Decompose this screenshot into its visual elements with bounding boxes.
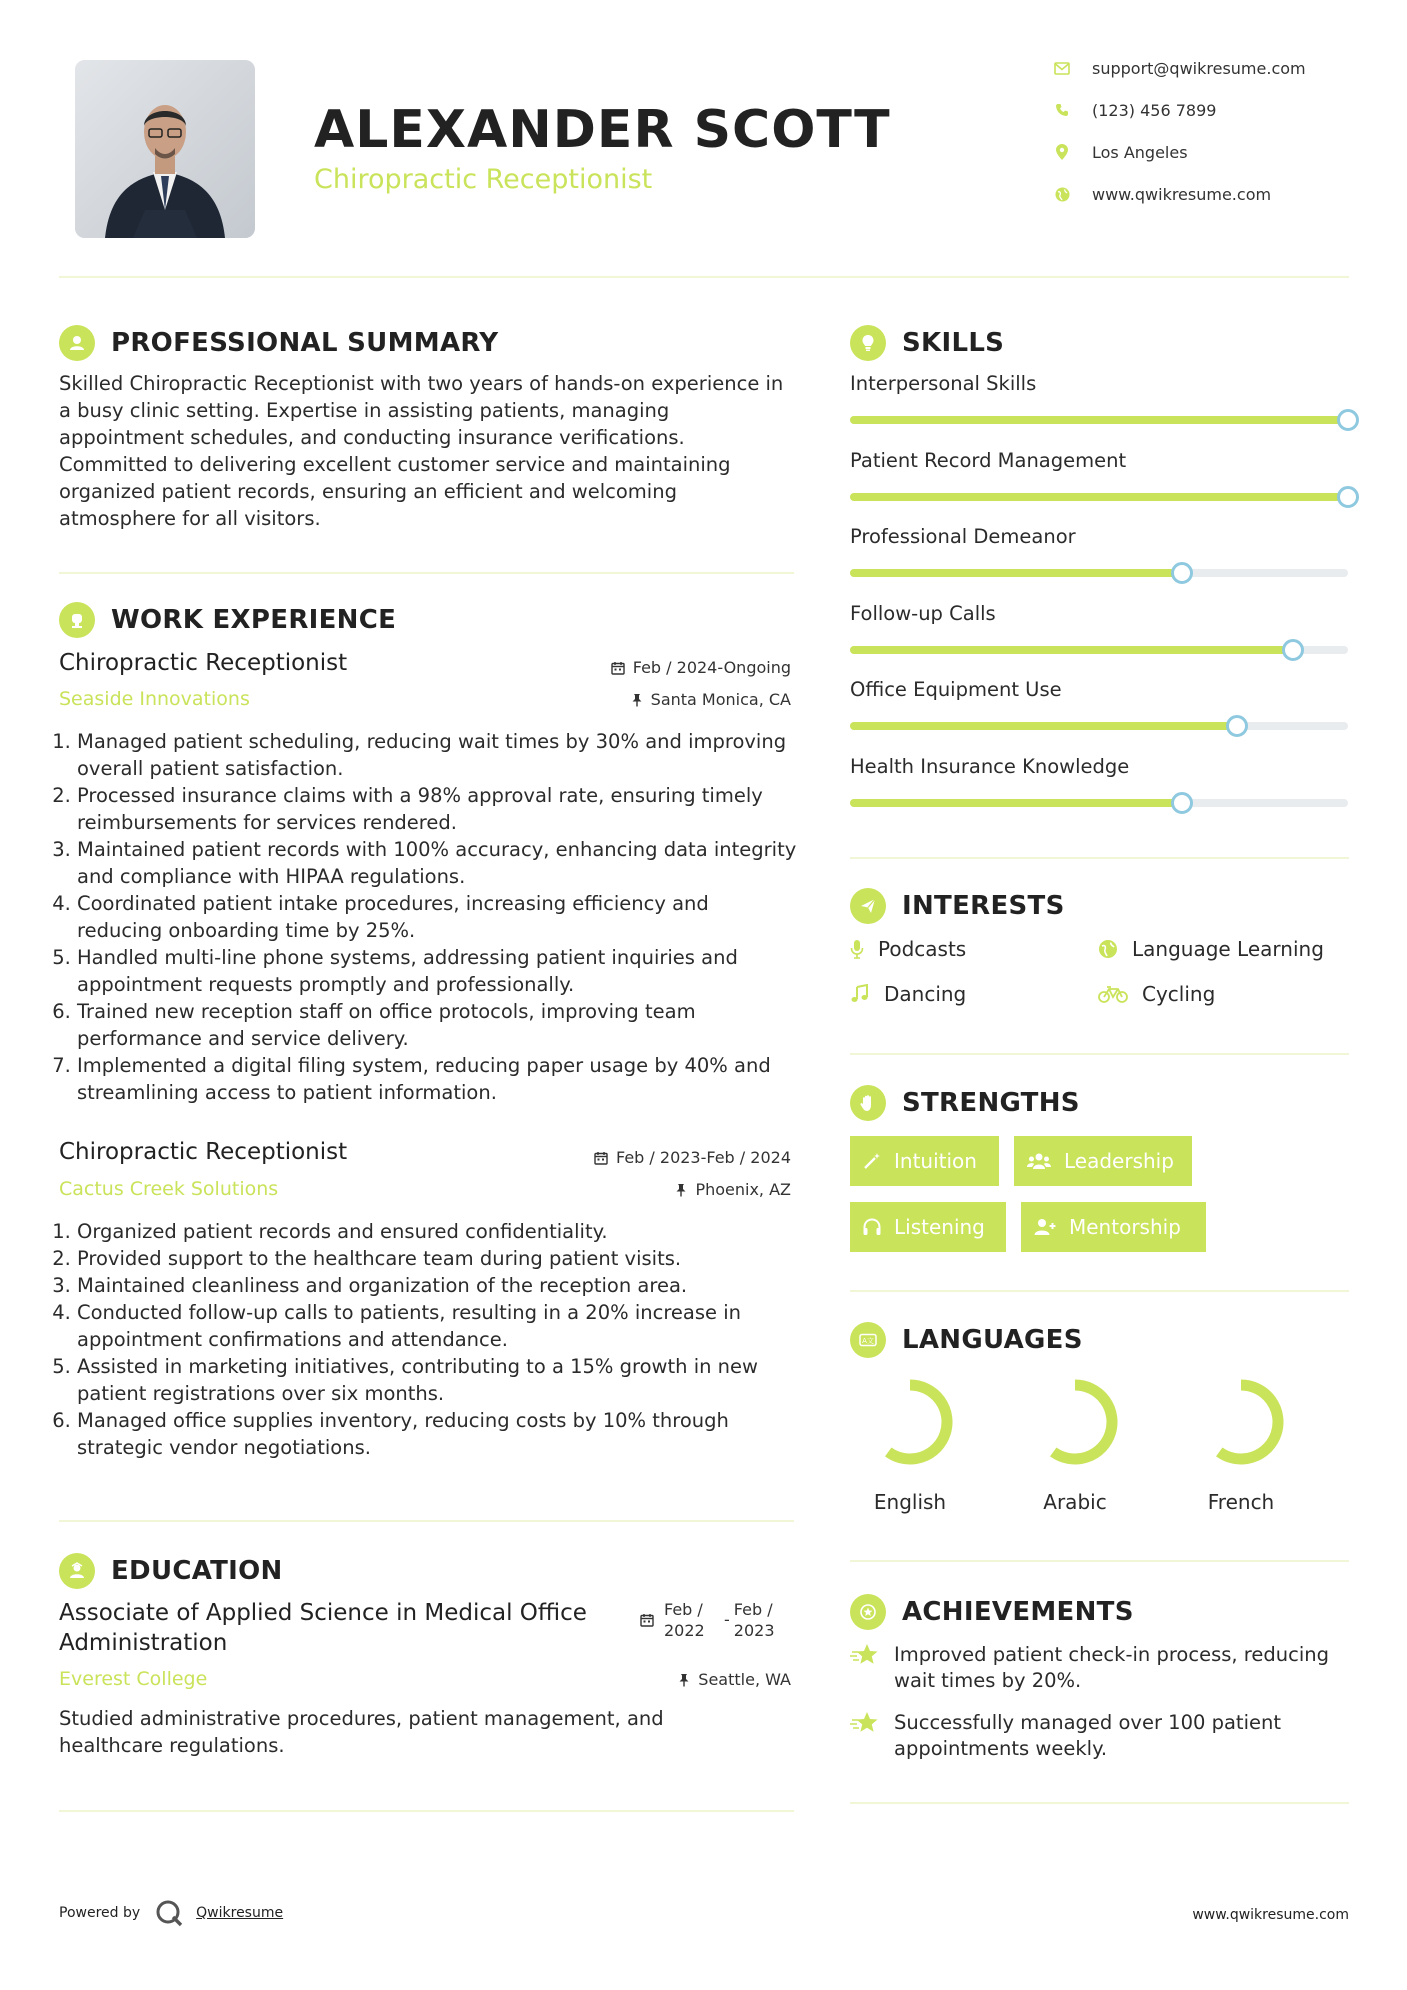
footer-powered-by — [59, 1898, 283, 1928]
user-plus-icon — [1033, 1217, 1057, 1237]
skill-fill — [850, 416, 1348, 424]
list-item: 1. Managed patient scheduling, reducing wait times by 30% and improving overall patient satisfaction. — [77, 728, 799, 782]
list-item: 7. Implemented a digital filing system, reducing paper usage by 40% and streamlining access to patient information. — [77, 1052, 799, 1106]
footer-website-link[interactable]: www.qwikresume.com — [1192, 1907, 1349, 1923]
experience-divider — [59, 1520, 794, 1522]
skill-label: Professional Demeanor — [850, 525, 1076, 548]
skill-track — [850, 646, 1348, 654]
language-level-ring — [860, 1372, 960, 1472]
skill-slider-handle[interactable] — [1171, 562, 1193, 584]
strength-label: Mentorship — [1069, 1215, 1181, 1239]
education-date-separator: - — [724, 1610, 730, 1629]
education-divider — [59, 1810, 794, 1812]
job-2-dates — [594, 1148, 791, 1167]
contact-email-text: support@qwikresume.com — [1092, 58, 1306, 78]
calendar-icon — [640, 1613, 654, 1627]
calendar-icon — [611, 661, 625, 675]
list-item: 2. Processed insurance claims with a 98% approval rate, ensuring timely reimbursements for services rendered. — [77, 782, 799, 836]
achievement-item — [850, 1710, 1330, 1762]
skill-fill — [850, 646, 1293, 654]
language-label: Arabic — [1043, 1490, 1107, 1514]
language-level-arc — [1053, 1385, 1112, 1459]
language-level-arc — [1219, 1385, 1278, 1459]
interest-label: Language Learning — [1132, 937, 1324, 961]
summary-title: PROFESSIONAL SUMMARY — [111, 328, 499, 358]
candidate-name: ALEXANDER SCOTT — [314, 100, 891, 160]
interest-label: Cycling — [1142, 982, 1216, 1006]
header-divider — [59, 276, 1349, 278]
list-item: 6. Trained new reception staff on office protocols, improving team performance and service delivery. — [77, 998, 799, 1052]
skill-track — [850, 416, 1348, 424]
job-1-dates — [611, 658, 791, 677]
powered-by-text: Powered by — [59, 1905, 141, 1921]
contact-website[interactable] — [1052, 184, 1271, 204]
skill-slider-handle[interactable] — [1226, 715, 1248, 737]
interest-label: Dancing — [884, 982, 967, 1006]
interests-divider — [850, 1053, 1349, 1055]
job-1-location — [631, 690, 791, 709]
strengths-title: STRENGTHS — [902, 1088, 1080, 1118]
achievements-heading — [850, 1594, 1134, 1630]
users-icon — [1026, 1151, 1052, 1171]
skills-divider — [850, 857, 1349, 859]
hand-icon — [850, 1085, 886, 1121]
skill-fill — [850, 569, 1182, 577]
strength-chip-intuition — [850, 1136, 999, 1186]
star-icon — [850, 1710, 880, 1736]
qwikresume-logo-icon — [154, 1898, 184, 1928]
footer-brand-link[interactable]: Qwikresume — [196, 1905, 284, 1921]
skill-label: Patient Record Management — [850, 448, 1127, 472]
education-description: Studied administrative procedures, patient management, and healthcare regulations. — [59, 1707, 664, 1757]
interest-podcasts — [850, 937, 966, 961]
calendar-icon — [594, 1151, 608, 1165]
skill-track — [850, 493, 1348, 501]
graduation-icon — [59, 1553, 95, 1589]
job-1-company: Seaside Innovations — [59, 688, 250, 710]
strengths-heading — [850, 1085, 1080, 1121]
job-2-location-text: Phoenix, AZ — [695, 1180, 791, 1199]
skills-title: SKILLS — [902, 328, 1005, 358]
strength-label: Leadership — [1064, 1149, 1174, 1173]
education-degree: Associate of Applied Science in Medical Office Administration — [59, 1600, 587, 1656]
award-icon — [850, 1594, 886, 1630]
list-item: 3. Maintained patient records with 100% accuracy, enhancing data integrity and compliance with HIPAA regulations. — [77, 836, 799, 890]
skill-label: Follow-up Calls — [850, 601, 996, 625]
education-dates — [640, 1599, 786, 1641]
skill-label: Office Equipment Use — [850, 678, 1062, 701]
interests-title: INTERESTS — [902, 891, 1065, 921]
skill-fill — [850, 799, 1182, 807]
profile-photo — [75, 60, 255, 238]
skill-label: Health Insurance Knowledge — [850, 754, 1130, 778]
interest-label: Podcasts — [878, 937, 967, 961]
contact-phone-text: (123) 456 7899 — [1092, 100, 1217, 120]
location-pin-icon — [1052, 142, 1072, 162]
list-item: 1. Organized patient records and ensured confidentiality. — [77, 1218, 799, 1245]
candidate-role: Chiropractic Receptionist — [314, 164, 653, 195]
list-item: 4. Coordinated patient intake procedures, increasing efficiency and reducing onboarding time by 25%. — [77, 890, 799, 944]
list-item: 5. Assisted in marketing initiatives, contributing to a 15% growth in new patient registrations over six months. — [77, 1353, 799, 1407]
language-label: French — [1207, 1490, 1275, 1514]
experience-title: WORK EXPERIENCE — [111, 605, 397, 635]
globe-icon — [1098, 939, 1118, 959]
languages-title: LANGUAGES — [902, 1325, 1083, 1355]
education-date-start: Feb / 2022 — [664, 1600, 705, 1640]
strength-label: Listening — [894, 1215, 985, 1239]
language-label: English — [873, 1490, 947, 1514]
job-1-title: Chiropractic Receptionist — [59, 650, 348, 676]
strength-chip-leadership — [1014, 1136, 1192, 1186]
star-icon — [850, 1642, 880, 1668]
briefcase-icon — [59, 602, 95, 638]
achievement-text: Improved patient check-in process, reducing wait times by 20%. — [894, 1643, 1329, 1692]
strength-chip-mentorship — [1021, 1202, 1206, 1252]
language-level-ring — [1191, 1372, 1291, 1472]
experience-heading — [59, 602, 396, 638]
education-location — [678, 1670, 791, 1689]
interest-cycling — [1098, 982, 1215, 1006]
language-level-arc — [888, 1385, 947, 1459]
languages-divider — [850, 1560, 1349, 1562]
achievement-text: Successfully managed over 100 patient appointments weekly. — [894, 1711, 1281, 1760]
education-heading — [59, 1553, 283, 1589]
achievements-divider — [850, 1802, 1349, 1804]
microphone-icon — [850, 939, 864, 959]
job-2-dates-text: Feb / 2023-Feb / 2024 — [616, 1148, 791, 1167]
pushpin-icon — [631, 693, 643, 707]
contact-phone[interactable] — [1052, 100, 1216, 120]
skill-track — [850, 799, 1348, 807]
skill-fill — [850, 493, 1348, 501]
job-1-bullets — [59, 728, 799, 1106]
paper-plane-icon — [850, 888, 886, 924]
contact-email[interactable] — [1052, 58, 1306, 78]
interests-heading — [850, 888, 1065, 924]
strength-chip-listening — [850, 1202, 1006, 1252]
globe-icon — [1052, 184, 1072, 204]
skill-slider-handle[interactable] — [1337, 486, 1359, 508]
achievement-item — [850, 1642, 1330, 1694]
strength-label: Intuition — [894, 1149, 977, 1173]
job-2-location — [675, 1180, 791, 1199]
phone-icon — [1052, 100, 1072, 120]
list-item: 6. Managed office supplies inventory, reducing costs by 10% through strategic vendor negotiations. — [77, 1407, 799, 1461]
job-2-company: Cactus Creek Solutions — [59, 1178, 279, 1200]
svg-text:A文: A文 — [862, 1337, 874, 1346]
contact-location — [1052, 142, 1188, 162]
language-level-ring — [1025, 1372, 1125, 1472]
list-item: 2. Provided support to the healthcare team during patient visits. — [77, 1245, 799, 1272]
job-2-title: Chiropractic Receptionist — [59, 1139, 348, 1165]
interest-language-learning — [1098, 937, 1324, 961]
education-school: Everest College — [59, 1668, 208, 1690]
language-icon — [850, 1322, 886, 1358]
job-1-dates-text: Feb / 2024-Ongoing — [632, 658, 791, 677]
strengths-divider — [850, 1290, 1349, 1292]
achievements-title: ACHIEVEMENTS — [902, 1597, 1134, 1627]
contact-website-text: www.qwikresume.com — [1092, 184, 1272, 204]
summary-divider — [59, 572, 794, 574]
list-item: 3. Maintained cleanliness and organization of the reception area. — [77, 1272, 799, 1299]
skill-track — [850, 722, 1348, 730]
list-item: 4. Conducted follow-up calls to patients, resulting in a 20% increase in appointment confirmations and attendance. — [77, 1299, 799, 1353]
education-date-end: Feb / 2023 — [733, 1600, 775, 1640]
bicycle-icon — [1098, 984, 1128, 1004]
contact-location-text: Los Angeles — [1092, 142, 1188, 162]
skill-slider-handle[interactable] — [1171, 792, 1193, 814]
music-note-icon — [850, 984, 870, 1004]
skill-slider-handle[interactable] — [1282, 639, 1304, 661]
skill-label: Interpersonal Skills — [850, 372, 1037, 395]
languages-heading — [850, 1322, 1083, 1358]
summary-heading — [59, 325, 498, 361]
education-location-text: Seattle, WA — [698, 1670, 791, 1689]
education-title: EDUCATION — [111, 1556, 283, 1586]
job-1-location-text: Santa Monica, CA — [650, 690, 791, 709]
list-item: 5. Handled multi-line phone systems, addressing patient inquiries and appointment requests promptly and professionally. — [77, 944, 799, 998]
pushpin-icon — [678, 1673, 690, 1687]
headphones-icon — [862, 1217, 882, 1237]
lightbulb-icon — [850, 325, 886, 361]
mail-icon — [1052, 58, 1072, 78]
interest-dancing — [850, 982, 966, 1006]
summary-text: Skilled Chiropractic Receptionist with two years of hands-on experience in a busy clinic setting. Expertise in assisting patients, managing appointment schedules, and conducting insurance verifications. Committed to delivering excellent customer service and maintaining organized patient records, ensuring an efficient and welcoming atmosphere for all visitors. — [59, 372, 784, 530]
job-2-bullets — [59, 1218, 799, 1461]
skill-fill — [850, 722, 1237, 730]
pushpin-icon — [675, 1183, 687, 1197]
skill-track — [850, 569, 1348, 577]
user-icon — [59, 325, 95, 361]
skills-heading — [850, 325, 1004, 361]
skill-slider-handle[interactable] — [1337, 409, 1359, 431]
magic-wand-icon — [862, 1151, 882, 1171]
